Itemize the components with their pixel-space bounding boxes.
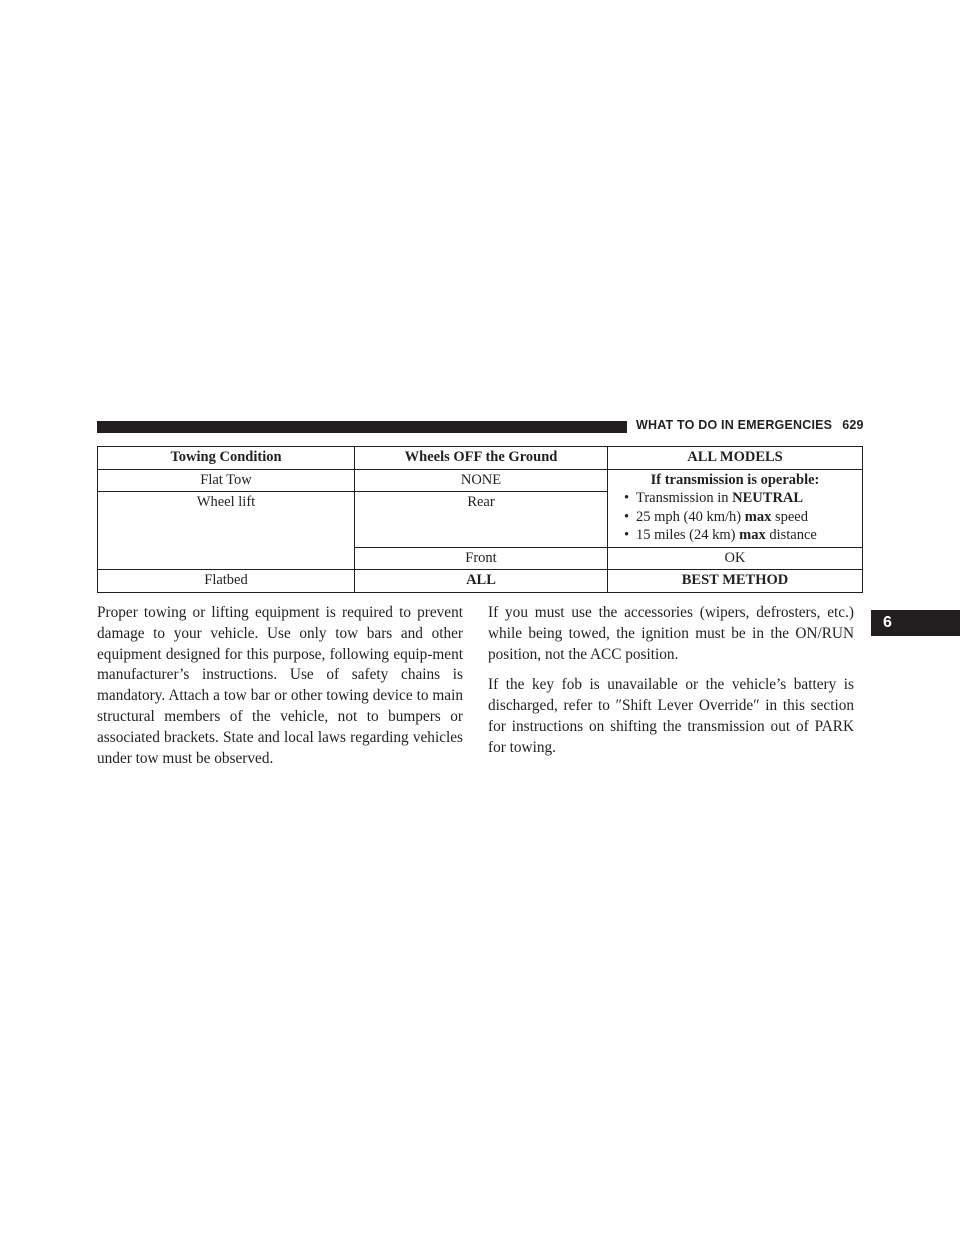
key-fob-paragraph: If the key fob is unavailable or the vehicle’s battery is discharged, refer to ″Shift Lever Override″ in this section for instructions on shifting the transmission out of PARK for towing. [488,676,854,756]
column-header-wheels-off-ground: Wheels OFF the Ground [355,447,608,470]
left-column [97,603,463,769]
list-item [614,508,856,527]
notes-title: If transmission is operable: [650,471,820,488]
table-cell-models: OK [608,547,863,570]
column-header-all-models: ALL MODELS [608,447,863,470]
table-cell-wheels: Front [355,547,608,570]
note-text: speed [771,508,808,525]
note-text: 15 miles (24 km) [636,527,740,543]
list-item [614,526,856,545]
chapter-tab: 6 [871,610,960,636]
table-cell-wheels: Rear [355,492,608,548]
column-header-towing-condition: Towing Condition [98,447,355,470]
note-emphasis: NEUTRAL [732,490,804,506]
table-cell-wheels: ALL [355,570,608,593]
towing-table [97,446,863,593]
table-row [98,469,863,492]
towing-equipment-paragraph: Proper towing or lifting equipment is required to prevent damage to your vehicle. Use only tow bars and other equipment designed for this purpose, following equip-ment manufacturer’s instructions. Use of safety chains is mandatory. Attach a tow bar or other towing device to main structural members of the vehicle, not to bumpers or associated brackets. State and local laws regarding vehicles under tow must be observed. [97,604,463,767]
note-emphasis: max [744,508,772,525]
note-emphasis: max [739,527,766,543]
header-rule [97,421,627,433]
section-title: WHAT TO DO IN EMERGENCIES [636,418,833,432]
note-text: Transmission in [636,490,733,506]
page-number: 629 [842,418,864,432]
table-cell-wheels: NONE [355,469,608,492]
list-item [614,489,856,508]
table-cell-condition: Wheel lift [98,492,355,570]
notes-list [614,489,856,545]
accessories-paragraph: If you must use the accessories (wipers, defrosters, etc.) while being towed, the ignition must be in the ON/RUN position, not the ACC position. [488,604,854,663]
page-header [636,418,864,432]
table-cell-condition: Flatbed [98,570,355,593]
table-cell-condition: Flat Tow [98,469,355,492]
table-header-row [98,447,863,470]
table-cell-operable-notes [608,469,863,547]
table-cell-models: BEST METHOD [608,570,863,593]
right-column [488,603,854,769]
note-text: 25 mph (40 km/h) [636,508,745,525]
note-text: distance [765,527,817,543]
table-row [98,570,863,593]
